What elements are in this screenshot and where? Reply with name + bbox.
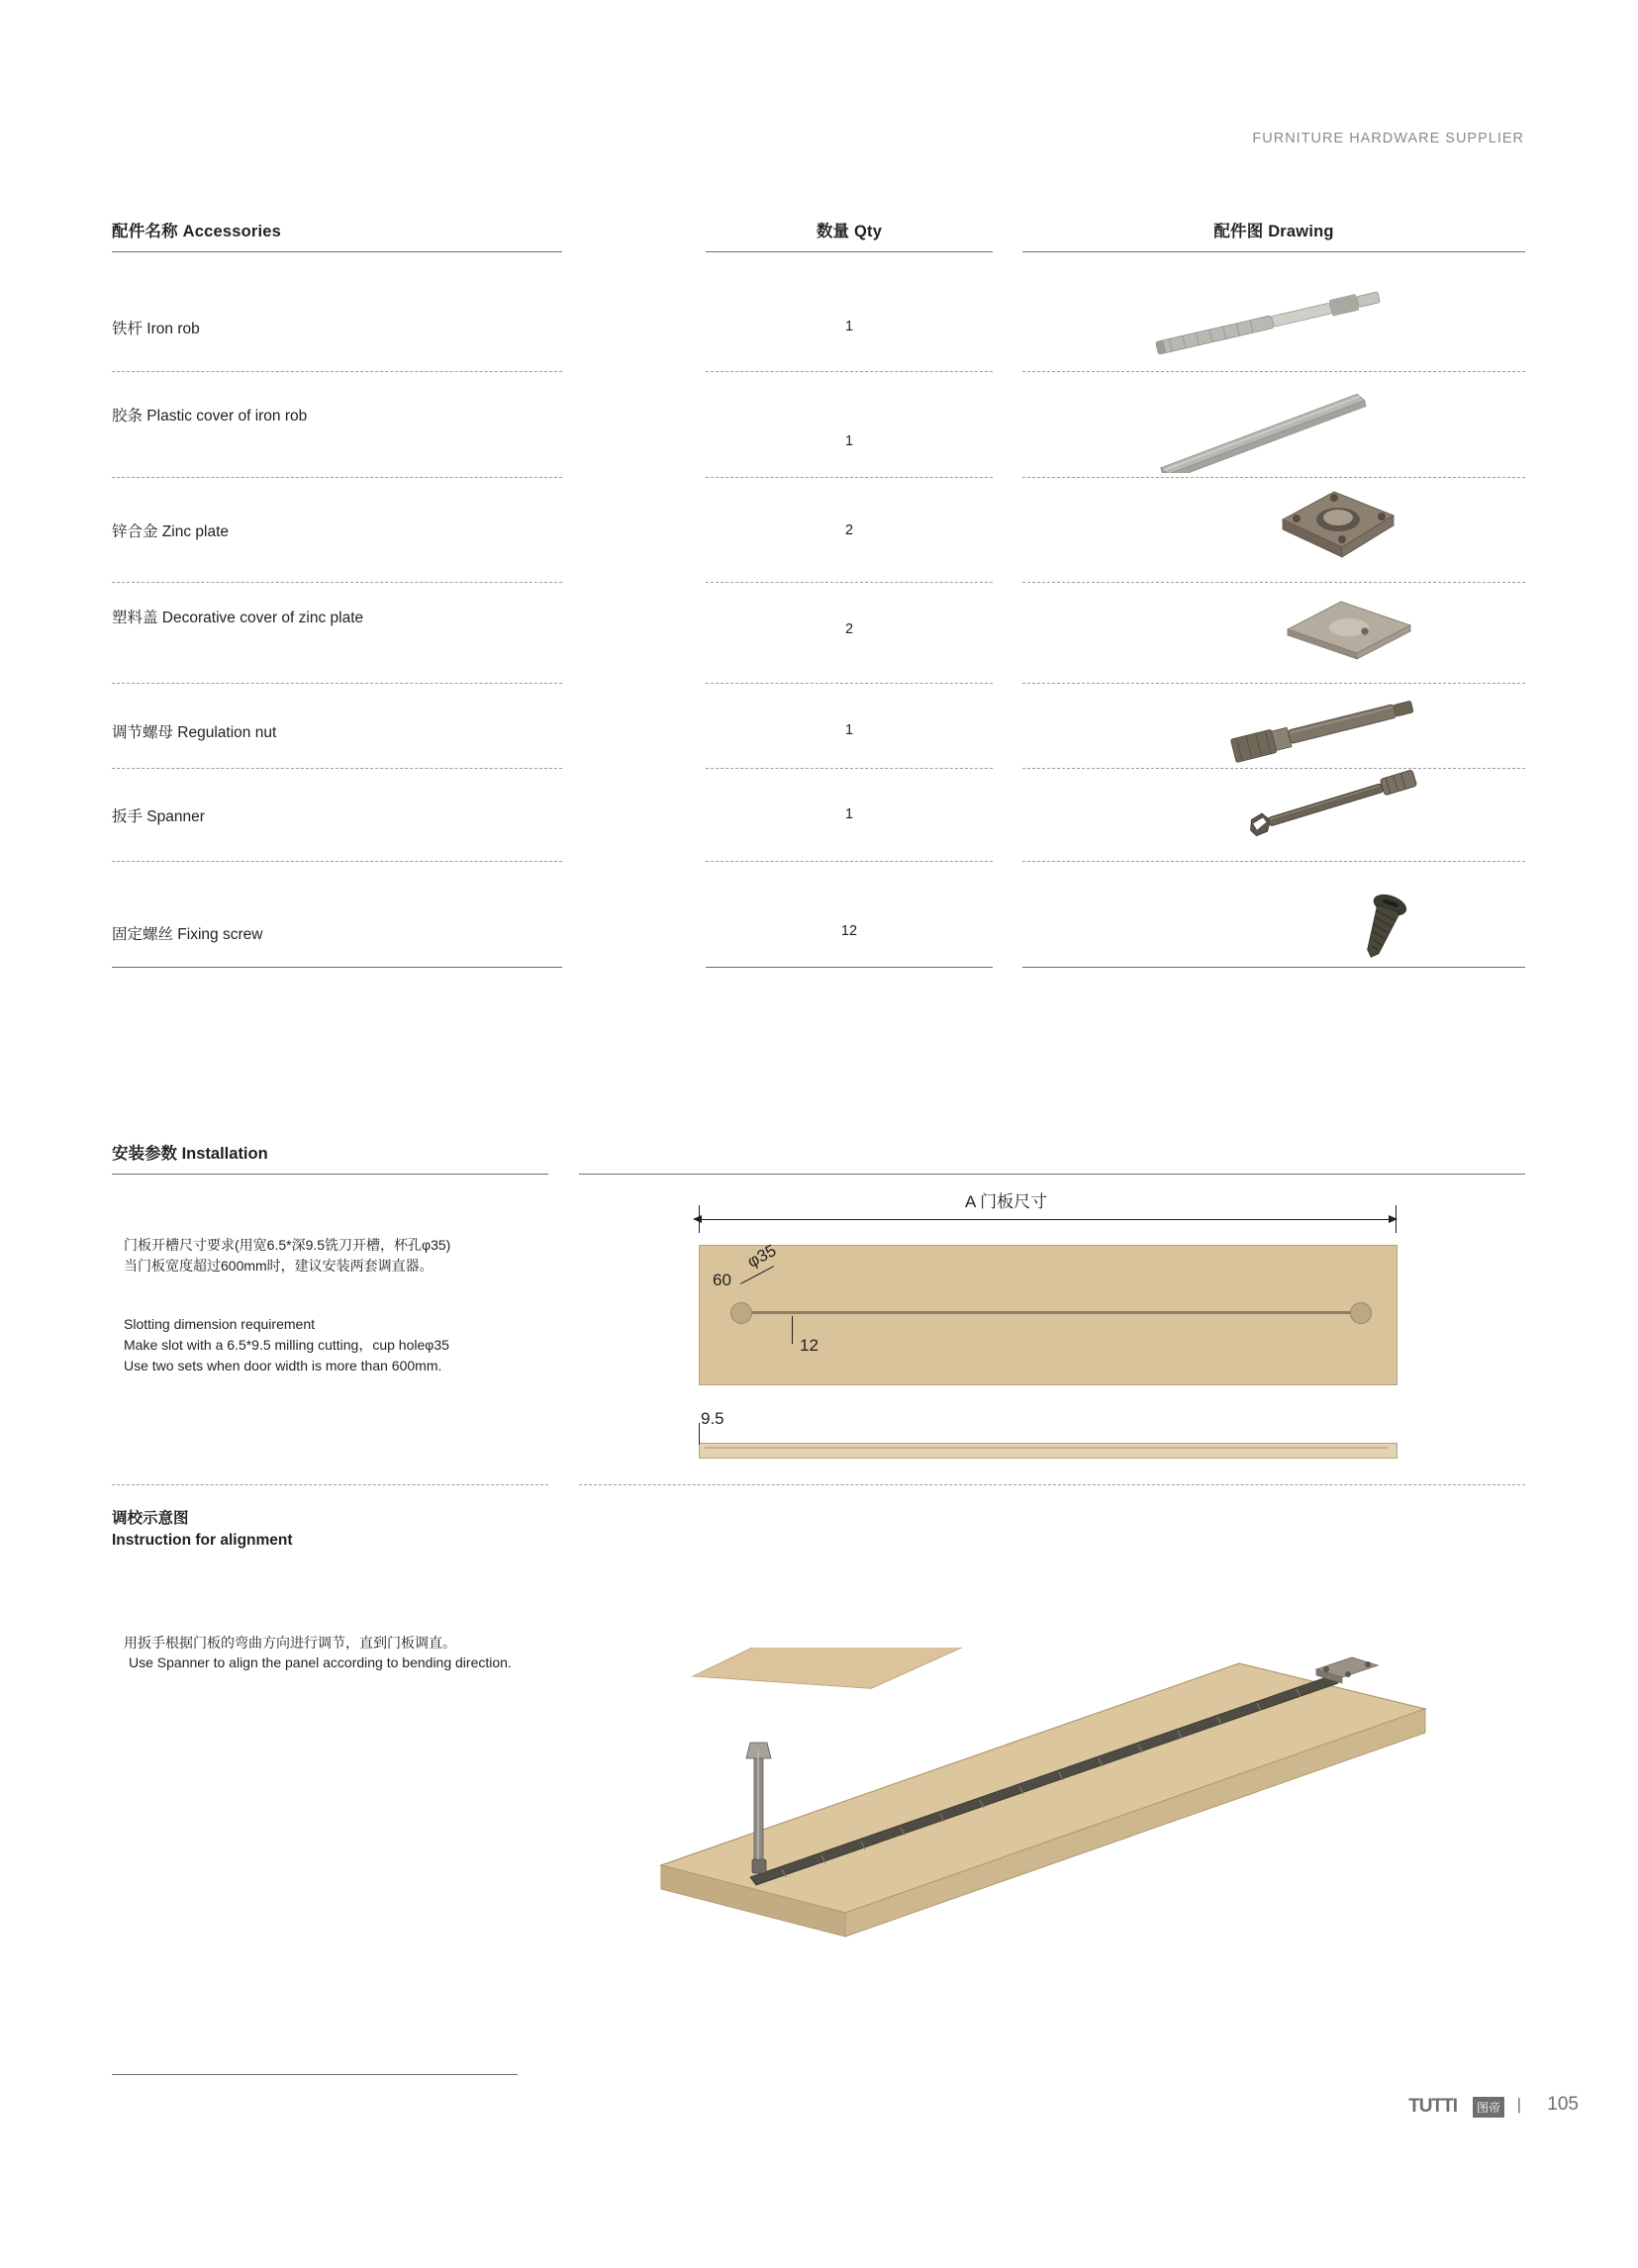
row-2-qty: 1 — [844, 433, 854, 449]
row-3-divider-drawing — [1022, 582, 1525, 583]
table-bottom-rule-left — [112, 967, 562, 968]
row-1-divider-qty — [706, 371, 993, 372]
row-4-divider-qty — [706, 683, 993, 684]
dim-12-leader — [792, 1316, 793, 1344]
row-5-divider-qty — [706, 768, 993, 769]
row-3-qty: 2 — [844, 522, 854, 538]
panel-front-view — [699, 1245, 1397, 1385]
footer-badge: 图帝 — [1473, 2097, 1504, 2118]
col-header-accessories: 配件名称 Accessories — [112, 223, 282, 240]
row-2-divider-qty — [706, 477, 993, 478]
row-6-divider-qty — [706, 861, 993, 862]
installation-title: 安装参数 Installation — [112, 1145, 268, 1163]
table-bottom-rule-qty — [706, 967, 993, 968]
panel-side-view — [699, 1443, 1397, 1459]
iron-rod-drawing — [1136, 287, 1413, 356]
row-3-divider-left — [112, 582, 562, 583]
row-2-name: 胶条 Plastic cover of iron rob — [112, 408, 308, 425]
header-rule-drawing — [1022, 251, 1525, 252]
row-4-qty: 2 — [844, 621, 854, 637]
table-bottom-rule-drawing — [1022, 967, 1525, 968]
spanner-drawing — [1230, 764, 1448, 853]
footer-rule — [112, 2074, 518, 2075]
alignment-note-cn: 用扳手根据门板的弯曲方向进行调节，直到门板调直。 — [124, 1635, 456, 1651]
slot-note-cn — [124, 1235, 589, 1276]
slot-note-en-line1: Slotting dimension requirement — [124, 1316, 315, 1332]
panel-side-groove — [705, 1447, 1388, 1449]
alignment-title-cn: 调校示意图 — [112, 1510, 189, 1527]
dim-12-label: 12 — [800, 1336, 819, 1355]
header-rule-accessories — [112, 251, 562, 252]
dim-60-label: 60 — [713, 1271, 731, 1289]
col-header-qty: 数量 Qty — [816, 223, 883, 240]
cup-hole-right — [1350, 1302, 1372, 1324]
row-5-qty: 1 — [844, 722, 854, 738]
row-2-divider-drawing — [1022, 477, 1525, 478]
row-6-name: 扳手 Spanner — [112, 808, 205, 825]
alignment-note-en: Use Spanner to align the panel according to bending direction. — [129, 1654, 512, 1670]
cup-hole-left — [730, 1302, 752, 1324]
row-6-divider-drawing — [1022, 861, 1525, 862]
row-1-name: 铁杆 Iron rob — [112, 321, 200, 337]
row-1-divider-left — [112, 371, 562, 372]
slot-note-cn-line2: 当门板宽度超过600mm时，建议安装两套调直器。 — [124, 1258, 434, 1274]
row-7-name: 固定螺丝 Fixing screw — [112, 926, 263, 943]
row-5-name: 调节螺母 Regulation nut — [112, 724, 277, 741]
row-3-name: 锌合金 Zinc plate — [112, 523, 230, 540]
alignment-divider-right — [579, 1484, 1525, 1485]
footer-separator: | — [1516, 2095, 1521, 2114]
row-7-qty: 12 — [840, 923, 858, 939]
col-header-drawing: 配件图 Drawing — [1213, 223, 1334, 240]
panel-width-label: A 门板尺寸 — [965, 1192, 1048, 1211]
slot-note-en — [124, 1314, 599, 1376]
row-6-qty: 1 — [844, 806, 854, 822]
panel-slot-groove — [740, 1311, 1362, 1314]
installation-title-rule-right — [579, 1174, 1525, 1175]
decorative-cover-drawing — [1275, 586, 1433, 670]
dim-phi35-label: φ35 — [744, 1240, 780, 1272]
header-brand-line: FURNITURE HARDWARE SUPPLIER — [1252, 131, 1524, 146]
row-1-divider-drawing — [1022, 371, 1525, 372]
row-6-divider-left — [112, 861, 562, 862]
footer-logo: TUTTI — [1408, 2096, 1457, 2117]
dim-95-label: 9.5 — [701, 1409, 724, 1428]
row-2-divider-left — [112, 477, 562, 478]
alignment-divider-left — [112, 1484, 548, 1485]
fixing-screw-drawing — [1329, 887, 1438, 976]
zinc-plate-drawing — [1265, 480, 1413, 574]
slot-note-en-line2: Make slot with a 6.5*9.5 milling cutting，cup holeφ35 — [124, 1337, 449, 1353]
top-dim-arrow-left — [693, 1215, 702, 1223]
row-4-divider-left — [112, 683, 562, 684]
top-dim-line — [699, 1219, 1396, 1220]
plastic-cover-drawing — [1136, 394, 1413, 473]
regulation-nut-drawing — [1210, 685, 1438, 769]
alignment-isometric-illustration — [633, 1648, 1485, 2063]
top-dim-tick-left — [699, 1205, 700, 1233]
installation-title-rule — [112, 1174, 548, 1175]
row-5-divider-left — [112, 768, 562, 769]
slot-note-en-line3: Use two sets when door width is more than 600mm. — [124, 1358, 442, 1373]
top-dim-tick-right — [1396, 1205, 1397, 1233]
side-view-tick — [699, 1423, 700, 1445]
header-rule-qty — [706, 251, 993, 252]
alignment-title-en: Instruction for alignment — [112, 1532, 293, 1549]
row-1-qty: 1 — [844, 319, 854, 334]
row-4-divider-drawing — [1022, 683, 1525, 684]
row-4-name: 塑料盖 Decorative cover of zinc plate — [112, 610, 364, 626]
row-3-divider-qty — [706, 582, 993, 583]
page-number: 105 — [1547, 2094, 1579, 2115]
slot-note-cn-line1: 门板开槽尺寸要求(用宽6.5*深9.5铣刀开槽，杯孔φ35) — [124, 1237, 451, 1253]
